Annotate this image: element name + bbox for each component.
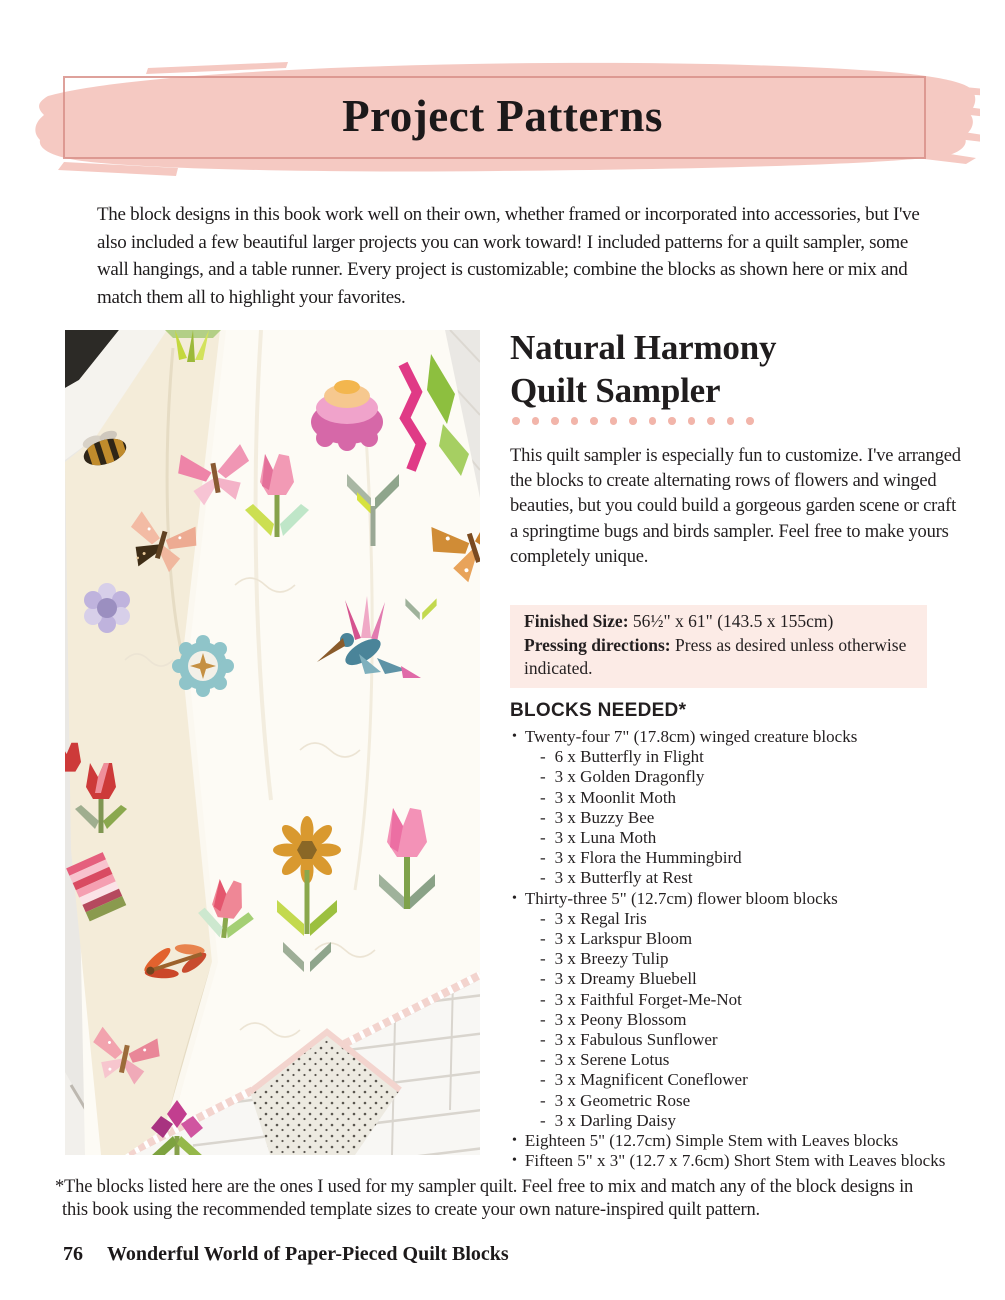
blocks-sublist-item-label: 3 x Magnificent Coneflower xyxy=(554,1070,748,1090)
blocks-sublist-item xyxy=(540,1111,962,1131)
blocks-sublist-item-label: 3 x Larkspur Bloom xyxy=(554,929,693,949)
project-description: This quilt sampler is especially fun to customize. I've arranged the blocks to create alternating rows of flowers and winged beauties, but you could build a gorgeous garden scene or craft a springtime bugs and birds sampler. Feel free to make yours completely unique. xyxy=(510,446,961,567)
dash-icon: - xyxy=(540,969,546,989)
title-dot xyxy=(551,417,559,425)
dash-icon: - xyxy=(540,868,546,888)
info-box xyxy=(510,605,927,688)
blocks-sublist-item xyxy=(540,1091,962,1111)
blocks-list-item-label: Fifteen 5" x 3" (12.7 x 7.6cm) Short Stem with Leaves blocks xyxy=(524,1151,946,1171)
blocks-list-item xyxy=(512,727,962,747)
bullet-icon: • xyxy=(512,1133,517,1149)
dash-icon: - xyxy=(540,787,546,807)
blocks-sublist-item-label: 3 x Regal Iris xyxy=(554,908,647,928)
blocks-sublist-item xyxy=(540,1030,962,1050)
bullet-icon: • xyxy=(512,890,517,906)
blocks-sublist-item xyxy=(540,909,962,929)
page-footer xyxy=(63,1243,509,1266)
finished-size-line xyxy=(524,610,913,634)
project-title xyxy=(510,326,962,412)
blocks-list-item-label: Twenty-four 7" (17.8cm) winged creature blocks xyxy=(524,727,858,746)
pressing-value: Press as desired unless otherwise indicated. xyxy=(524,634,907,678)
dash-icon: - xyxy=(540,1090,546,1110)
title-dot xyxy=(629,417,637,425)
dash-icon: - xyxy=(540,767,546,787)
blocks-sublist-item xyxy=(540,767,962,787)
blocks-sublist-item xyxy=(540,1070,962,1090)
dash-icon: - xyxy=(540,908,546,928)
blocks-sublist-item-label: 3 x Geometric Rose xyxy=(554,1090,691,1110)
blocks-sublist-item xyxy=(540,868,962,888)
dash-icon: - xyxy=(540,989,546,1009)
project-title-line1: Natural Harmony xyxy=(510,328,777,367)
title-dot xyxy=(727,417,735,425)
blocks-sublist-item-label: 3 x Dreamy Bluebell xyxy=(554,969,697,989)
blocks-sublist-item-label: 3 x Peony Blossom xyxy=(554,1009,687,1029)
title-dots xyxy=(512,417,754,425)
project-column xyxy=(510,0,962,1300)
blocks-sublist-item-label: 6 x Butterfly in Flight xyxy=(554,747,704,767)
title-dot xyxy=(571,417,579,425)
quilt-sampler-photo xyxy=(65,330,480,1155)
blocks-list-item xyxy=(512,1131,962,1151)
blocks-list-item-label: Eighteen 5" (12.7cm) Simple Stem with Leaves blocks xyxy=(524,1131,899,1151)
footnote: *The blocks listed here are the ones I used for my sampler quilt. Feel free to mix and match any of the block designs in this book using the recommended template sizes to create your own nature-inspired quilt pattern. xyxy=(55,1177,914,1220)
finished-size-label: Finished Size: xyxy=(524,611,629,631)
blocks-sublist-item-label: 3 x Fabulous Sunflower xyxy=(554,1030,718,1050)
blocks-list-item xyxy=(512,889,962,909)
blocks-sublist-item xyxy=(540,788,962,808)
blocks-list-item-label: Thirty-three 5" (12.7cm) flower bloom blocks xyxy=(524,888,838,908)
finished-size-value: 56½" x 61" (143.5 x 155cm) xyxy=(632,611,834,631)
dash-icon: - xyxy=(540,1030,546,1050)
blocks-sublist-item xyxy=(540,929,962,949)
blocks-sublist-item-label: 3 x Buzzy Bee xyxy=(554,807,655,827)
blocks-sublist-item xyxy=(540,747,962,767)
blocks-sublist-item xyxy=(540,990,962,1010)
title-dot xyxy=(512,417,520,425)
blocks-sublist-item-label: 3 x Moonlit Moth xyxy=(554,787,677,807)
title-dot xyxy=(707,417,715,425)
blocks-sublist-item-label: 3 x Golden Dragonfly xyxy=(554,767,705,787)
blocks-list-item xyxy=(512,1151,962,1171)
pressing-directions-line xyxy=(524,634,913,681)
bullet-icon: • xyxy=(512,729,517,744)
blocks-sublist-item xyxy=(540,1050,962,1070)
dash-icon: - xyxy=(540,1110,546,1130)
blocks-sublist-item xyxy=(540,949,962,969)
blocks-sublist-item xyxy=(540,1010,962,1030)
blocks-sublist-item xyxy=(540,828,962,848)
title-dot xyxy=(688,417,696,425)
title-dot xyxy=(590,417,598,425)
blocks-needed-heading: BLOCKS NEEDED* xyxy=(510,700,687,721)
dash-icon: - xyxy=(540,747,546,767)
title-dot xyxy=(649,417,657,425)
blocks-sublist-item xyxy=(540,969,962,989)
title-dot xyxy=(610,417,618,425)
blocks-sublist-item-label: 3 x Butterfly at Rest xyxy=(554,868,693,888)
dash-icon: - xyxy=(540,1009,546,1029)
geometric-rose-motif xyxy=(172,635,234,697)
book-title: Wonderful World of Paper-Pieced Quilt Blocks xyxy=(107,1243,509,1265)
blocks-list xyxy=(510,727,962,1171)
project-title-line2: Quilt Sampler xyxy=(510,371,721,410)
blocks-sublist-item xyxy=(540,808,962,828)
title-dot xyxy=(668,417,676,425)
blocks-sublist-item-label: 3 x Breezy Tulip xyxy=(554,949,669,969)
intro-paragraph: The block designs in this book work well on their own, whether framed or incorporated into accessories, but I've also included a few beautiful larger projects you can work toward! I included patterns for a quilt sampler, some wall hangings, and a table runner. Every project is customizable; combine the blocks as shown here or mix and match them all to highlight your favorites. xyxy=(97,204,920,308)
dash-icon: - xyxy=(540,1050,546,1070)
page-title: Project Patterns xyxy=(342,91,663,141)
pressing-label: Pressing directions: xyxy=(524,634,671,655)
dash-icon: - xyxy=(540,848,546,868)
blocks-sublist-item-label: 3 x Faithful Forget-Me-Not xyxy=(554,989,742,1009)
dash-icon: - xyxy=(540,807,546,827)
blocks-sublist-item-label: 3 x Serene Lotus xyxy=(554,1050,670,1070)
dash-icon: - xyxy=(540,929,546,949)
blocks-sublist-item-label: 3 x Flora the Hummingbird xyxy=(554,848,742,868)
page-number: 76 xyxy=(63,1243,83,1265)
dash-icon: - xyxy=(540,949,546,969)
title-dot xyxy=(532,417,540,425)
dash-icon: - xyxy=(540,828,546,848)
dash-icon: - xyxy=(540,1070,546,1090)
bullet-icon: • xyxy=(512,1153,517,1169)
quilt-photo-illustration xyxy=(65,330,480,1155)
blocks-sublist-item-label: 3 x Darling Daisy xyxy=(554,1110,677,1130)
blocks-sublist-item xyxy=(540,848,962,868)
title-dot xyxy=(746,417,754,425)
blocks-sublist-item-label: 3 x Luna Moth xyxy=(554,828,657,848)
